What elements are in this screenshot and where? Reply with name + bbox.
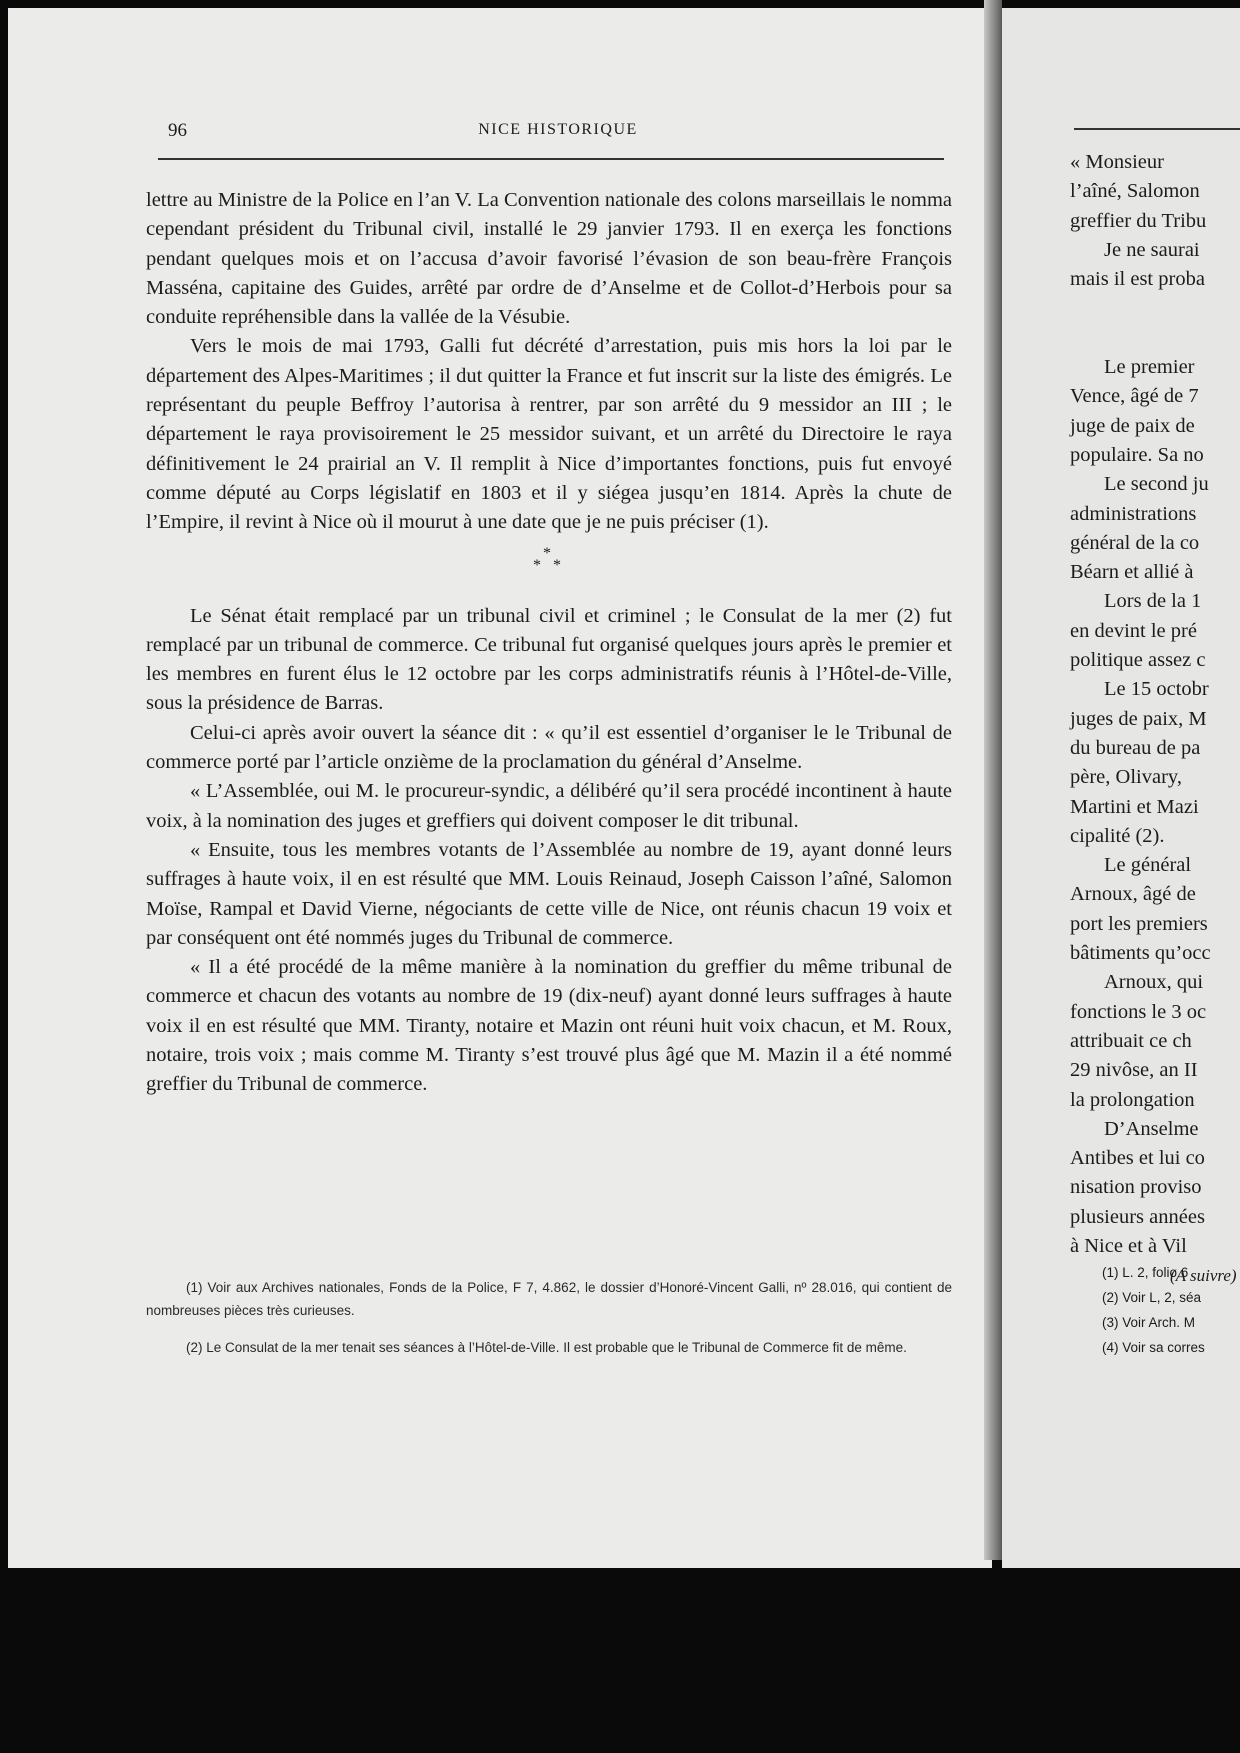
facing-line: mais il est proba	[1070, 268, 1205, 291]
body-text	[146, 186, 952, 1100]
facing-line: (A suivre)	[1170, 1266, 1237, 1286]
facing-line: Béarn et allié à	[1070, 561, 1194, 584]
book-gutter	[984, 0, 1002, 1560]
facing-footnote: (1) L. 2, folio 6	[1102, 1265, 1189, 1280]
facing-line: plusieurs années	[1070, 1205, 1205, 1228]
facing-line: Vence, âgé de 7	[1070, 385, 1199, 408]
header-rule	[158, 158, 944, 160]
facing-line: Martini et Mazi	[1070, 795, 1199, 818]
asterism	[146, 544, 952, 574]
left-page	[8, 8, 992, 1568]
facing-line: Lors de la 1	[1104, 590, 1202, 613]
facing-line: Arnoux, qui	[1104, 971, 1204, 994]
page-number: 96	[168, 120, 187, 141]
facing-line: à Nice et à Vil	[1070, 1234, 1187, 1257]
paragraph: Celui-ci après avoir ouvert la séance dit : « qu’il est essentiel d’organiser le le Tribunal de commerce porté par l’article onzième de la proclamation du général d’Anselme.	[146, 721, 952, 774]
paragraph: « Il a été procédé de la même manière à la nomination du greffier du même tribunal de commerce et chacun des votants au nombre de 19 (dix-neuf) ayant donné leurs suffrages à haute voix il en est résulté que MM. Tiranty, notaire et Mazin ont réuni huit voix chacun, et M. Roux, notaire, trois voix ; mais comme M. Tiranty s’est trouvé plus âgé que M. Mazin il a été nommé greffier du Tribunal de commerce.	[146, 956, 952, 1096]
facing-line: D’Anselme	[1104, 1117, 1199, 1140]
facing-line: politique assez c	[1070, 649, 1206, 672]
page-header	[168, 120, 948, 150]
facing-line: 29 nivôse, an II	[1070, 1059, 1198, 1082]
facing-line	[1070, 324, 1240, 353]
facing-line: Je ne saurai	[1104, 238, 1200, 261]
scan-background	[0, 1568, 1240, 1753]
facing-line: nisation proviso	[1070, 1176, 1202, 1199]
facing-page	[1002, 8, 1240, 1568]
paragraph: « L’Assemblée, oui M. le procureur-syndic, a délibéré qu’il sera procédé incontinent à haute voix, à la nomination des juges et greffiers qui doivent composer le dit tribunal.	[146, 780, 952, 832]
facing-line: Le général	[1104, 854, 1192, 877]
facing-line: la prolongation	[1070, 1088, 1195, 1111]
paragraph: Le Sénat était remplacé par un tribunal civil et criminel ; le Consulat de la mer (2) fut remplacé par un tribunal de commerce. Ce tribunal fut organisé quelques jours après le premier et les membres en furent élus le 12 octobre par les corps administratifs réunis à l’Hôtel-de-Ville, sous la présidence de Barras.	[146, 604, 952, 715]
facing-line: cipalité (2).	[1070, 824, 1165, 847]
facing-page-text	[1070, 148, 1240, 1291]
facing-line	[1070, 294, 1240, 323]
facing-line: attribuait ce ch	[1070, 1029, 1192, 1052]
facing-line: Antibes et lui co	[1070, 1147, 1205, 1170]
facing-line: administrations	[1070, 502, 1197, 525]
running-title: NICE HISTORIQUE	[478, 121, 638, 138]
facing-line: bâtiments qu’occ	[1070, 942, 1211, 965]
facing-line: juges de paix, M	[1070, 707, 1207, 730]
facing-line: l’aîné, Salomon	[1070, 180, 1200, 203]
facing-footnote: (4) Voir sa corres	[1102, 1340, 1205, 1355]
asterism-glyph: * * *	[533, 544, 565, 574]
facing-line: Le premier	[1104, 356, 1195, 379]
footnote: (1) Voir aux Archives nationales, Fonds de la Police, F 7, 4.862, le dossier d’Honoré-Vincent Galli, nº 28.016, qui contient de nombreuses pièces très curieuses.	[146, 1280, 952, 1318]
facing-line: père, Olivary,	[1070, 766, 1182, 789]
facing-line: « Monsieur	[1070, 151, 1164, 173]
facing-line: Le second ju	[1104, 473, 1209, 496]
facing-line: général de la co	[1070, 531, 1200, 554]
facing-line: Le 15 octobr	[1104, 678, 1209, 701]
facing-line: Arnoux, âgé de	[1070, 883, 1196, 906]
facing-line: du bureau de pa	[1070, 736, 1201, 759]
facing-footnote: (2) Voir L, 2, séa	[1102, 1290, 1202, 1305]
facing-page-notes	[1102, 1260, 1240, 1360]
facing-footnote: (3) Voir Arch. M	[1102, 1315, 1196, 1330]
paragraph: Vers le mois de mai 1793, Galli fut décrété d’arrestation, puis mis hors la loi par le département des Alpes-Maritimes ; il dut quitter la France et fut inscrit sur la liste des émigrés. Le représentant du peuple Beffroy l’autorisa à rentrer, par son arrêté du 9 messidor an III ; le département le raya provisoirement le 25 messidor suivant, et un arrêté du Directoire le raya définitivement le 24 prairial an V. Il remplit à Nice d’importantes fonctions, puis fut envoyé comme député au Corps législatif en 1803 et il y siégea jusqu’en 1814. Après la chute de l’Empire, il revint à Nice où il mourut à une date que je ne puis préciser (1).	[146, 335, 952, 534]
paragraph: lettre au Ministre de la Police en l’an V. La Convention nationale des colons marseillais le nomma cependant président du Tribunal civil, installé le 29 janvier 1793. Il en exerça les fonctions pendant quelques mois et on l’accusa d’avoir favorisé l’évasion de son beau-frère François Masséna, capitaine des Guides, arrêté par ordre de d’Anselme et de Collot-d’Herbois pour sa conduite repréhensible dans la vallée de la Vésubie.	[146, 189, 952, 329]
facing-line: greffier du Tribu	[1070, 209, 1207, 232]
footnote: (2) Le Consulat de la mer tenait ses séances à l’Hôtel-de-Ville. Il est probable que le Tribunal de Commerce fit de même.	[186, 1340, 907, 1355]
paragraph: « Ensuite, tous les membres votants de l’Assemblée au nombre de 19, ayant donné leurs suffrages à haute voix, il en est résulté que MM. Louis Reinaud, Joseph Caisson l’aîné, Salomon Moïse, Rampal et David Vierne, négociants de cette ville de Nice, ont réunis chacun 19 voix et par conséquent ont été nommés juges du Tribunal de commerce.	[146, 838, 952, 949]
facing-line: juge de paix de	[1070, 414, 1195, 437]
footnotes	[146, 1276, 952, 1373]
facing-line: populaire. Sa no	[1070, 443, 1204, 466]
facing-header-rule	[1074, 128, 1240, 130]
facing-line: port les premiers	[1070, 912, 1208, 935]
facing-line: fonctions le 3 oc	[1070, 1000, 1207, 1023]
facing-line: en devint le pré	[1070, 619, 1197, 642]
